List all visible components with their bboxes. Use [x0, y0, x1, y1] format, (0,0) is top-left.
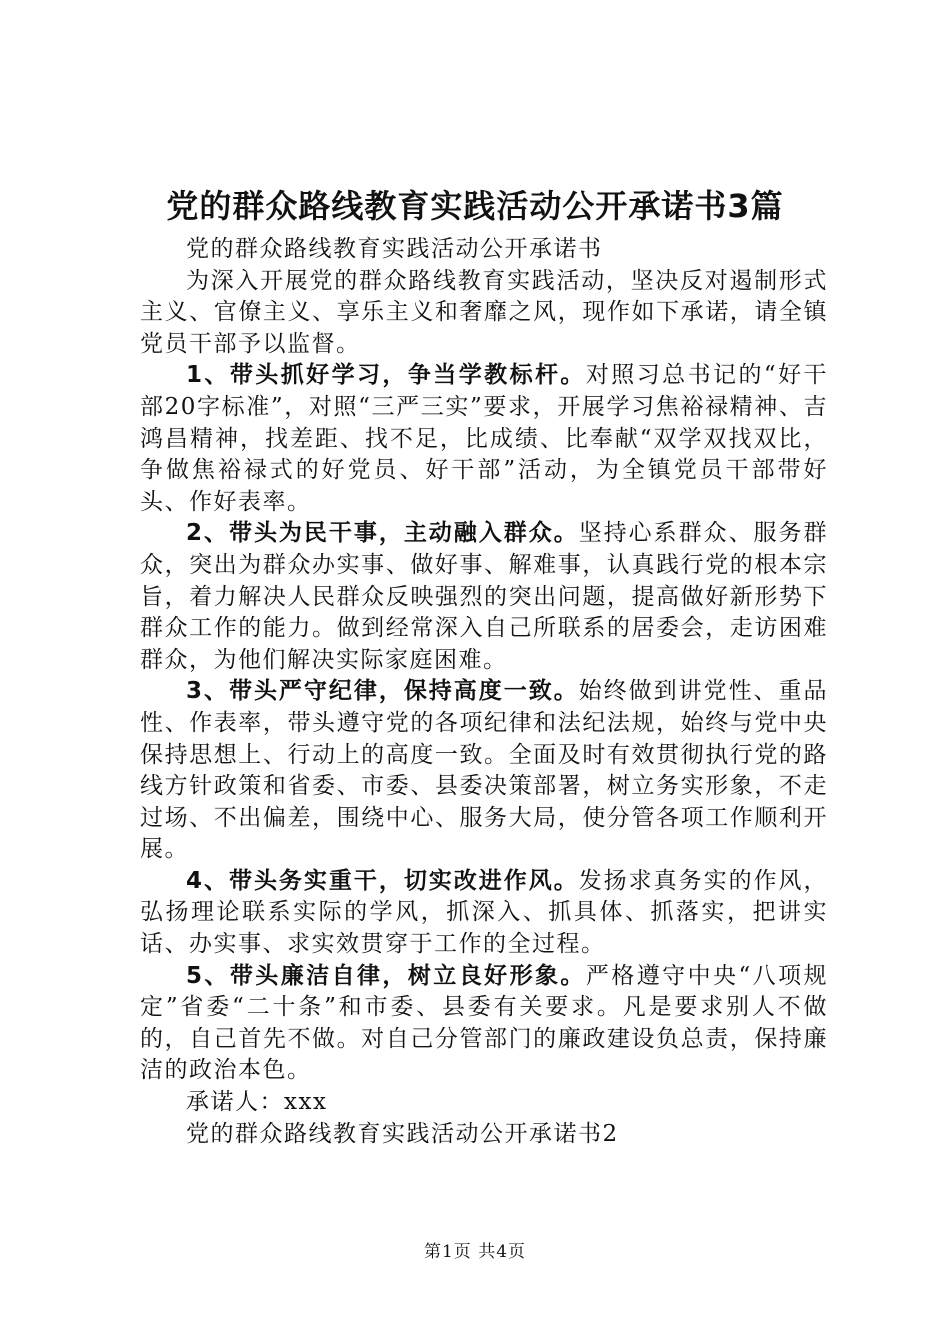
- paragraph-item-1: [140, 360, 828, 518]
- paragraph-intro: [140, 266, 828, 361]
- paragraph-text: 承诺人：xxx: [186, 1089, 328, 1116]
- paragraph-lead: 5、带头廉洁自律，树立良好形象。: [186, 962, 586, 989]
- paragraph-lead: 4、带头务实重干，切实改进作风。: [186, 867, 579, 894]
- paragraph-signature: [140, 1087, 828, 1119]
- paragraph-item-4: [140, 866, 828, 961]
- paragraph-item-3: [140, 676, 828, 866]
- paragraph-text: 发扬求真务实的作风，弘扬理论联系实际的学风，抓深入、抓具体、抓落实，把讲实话、办实事、求实效贯穿于工作的全过程。: [140, 867, 829, 958]
- paragraph-text: 为深入开展党的群众路线教育实践活动，坚决反对遏制形式主义、官僚主义、享乐主义和奢靡之风，现作如下承诺，请全镇党员干部予以监督。: [140, 267, 828, 357]
- paragraph-item-2: [140, 518, 828, 676]
- paragraph-text: 始终做到讲党性、重品性、作表率，带头遵守党的各项纪律和法纪法规，始终与党中央保持思想上、行动上的高度一致。全面及时有效贯彻执行党的路线方针政策和省委、市委、县委决策部署，树立务实形象，不走过场、不出偏差，围绕中心、服务大局，使分管各项工作顺利开展。: [140, 678, 829, 863]
- paragraph-text: 对照习总书记的“好干部20字标准”，对照“三严三实”要求，开展学习焦裕禄精神、吉鸿昌精神，找差距、找不足，比成绩、比奉献“双学双找双比，争做焦裕禄式的好党员、好干部”活动，为全镇党员干部带好头、作好表率。: [140, 362, 828, 515]
- document-title: 党的群众路线教育实践活动公开承诺书3篇: [166, 187, 784, 225]
- paragraph-text: 严格遵守中央“八项规定”省委“二十条”和市委、县委有关要求。凡是要求别人不做的，自己首先不做。对自己分管部门的廉政建设负总责，保持廉洁的政治本色。: [140, 962, 828, 1084]
- page-footer: 第1页 共4页: [423, 1242, 527, 1262]
- paragraph-lead: 2、带头为民干事，主动融入群众。: [186, 520, 579, 547]
- paragraph-subtitle: [140, 234, 828, 266]
- paragraph-lead: 1、带头抓好学习，争当学教标杆。: [186, 362, 586, 389]
- paragraph-next-heading: [140, 1119, 828, 1151]
- paragraph-item-5: [140, 961, 828, 1087]
- paragraph-text: 党的群众路线教育实践活动公开承诺书: [186, 236, 603, 262]
- paragraph-text: 党的群众路线教育实践活动公开承诺书2: [186, 1120, 619, 1147]
- document-body: [140, 234, 828, 1150]
- paragraph-text: 坚持心系群众、服务群众，突出为群众办实事、做好事、解难事，认真践行党的根本宗旨，着力解决人民群众反映强烈的突出问题，提高做好新形势下群众工作的能力。做到经常深入自己所联系的居委会，走访困难群众，为他们解决实际家庭困难。: [140, 520, 829, 673]
- paragraph-lead: 3、带头严守纪律，保持高度一致。: [186, 678, 579, 705]
